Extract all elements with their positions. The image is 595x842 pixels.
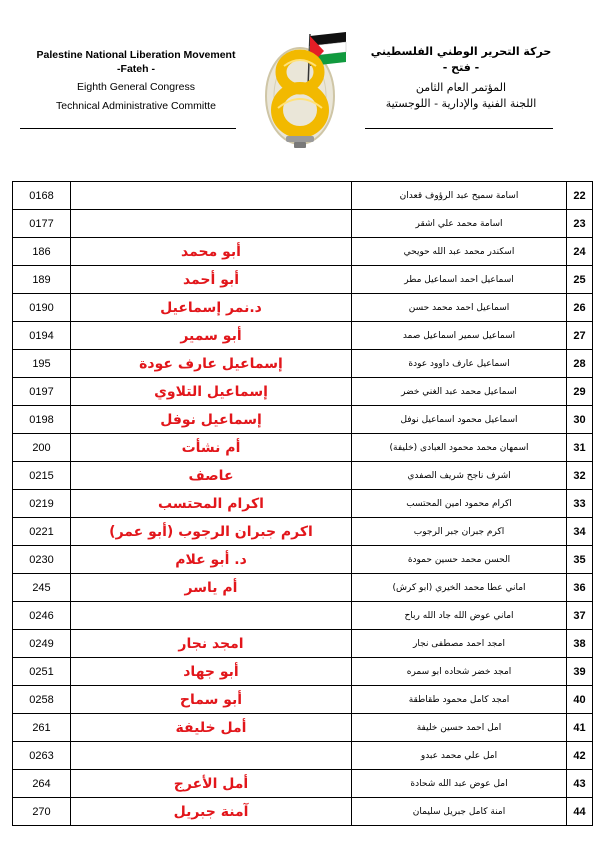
header-divider-left [20, 128, 236, 129]
table-row [13, 294, 593, 322]
member-code-cell: 0190 [13, 294, 71, 322]
member-name-cell: اسماعيل سمير اسماعيل صمد [352, 322, 567, 350]
member-alias-cell: أبو جهاد [71, 658, 352, 686]
row-number-cell: 34 [567, 518, 593, 546]
member-code-cell: 0230 [13, 546, 71, 574]
member-name-cell: اسمهان محمد محمود العبادى (خليفة) [352, 434, 567, 462]
member-alias-cell [71, 742, 352, 770]
row-number-cell: 35 [567, 546, 593, 574]
member-alias-cell: د. أبو علام [71, 546, 352, 574]
member-alias-cell: إسماعيل التلاوي [71, 378, 352, 406]
row-number-cell: 40 [567, 686, 593, 714]
member-alias-cell: أبو محمد [71, 238, 352, 266]
header-congress-ar: المؤتمر العام الثامن [415, 81, 507, 94]
member-code-cell: 0194 [13, 322, 71, 350]
member-alias-cell: آمنة جبريل [71, 798, 352, 826]
member-name-cell: اسماعيل محمود اسماعيل نوفل [352, 406, 567, 434]
table-row [13, 574, 593, 602]
member-code-cell: 0197 [13, 378, 71, 406]
member-code-cell: 195 [13, 350, 71, 378]
member-alias-cell: د.نمر إسماعيل [71, 294, 352, 322]
header-right-arabic [356, 44, 566, 112]
table-row [13, 742, 593, 770]
member-code-cell: 0198 [13, 406, 71, 434]
table-row [13, 546, 593, 574]
member-name-cell: اماني عوض الله جاد الله رباح [352, 602, 567, 630]
member-name-cell: اسماعيل احمد محمد حسن [352, 294, 567, 322]
member-name-cell: امجد خضر شحاده ابو سمره [352, 658, 567, 686]
member-alias-cell: أمل خليفة [71, 714, 352, 742]
member-name-cell: امل احمد حسين خليفة [352, 714, 567, 742]
row-number-cell: 39 [567, 658, 593, 686]
member-name-cell: امل عوض عبد الله شحادة [352, 770, 567, 798]
table-row [13, 322, 593, 350]
table-row [13, 406, 593, 434]
member-alias-cell [71, 210, 352, 238]
members-table [12, 181, 593, 826]
member-alias-cell: أمل الأعرج [71, 770, 352, 798]
row-number-cell: 37 [567, 602, 593, 630]
table-row [13, 266, 593, 294]
member-name-cell: اسماعيل محمد عبد الغني خضر [352, 378, 567, 406]
header-committee-en: Technical Administrative Committe [56, 99, 216, 112]
member-name-cell: اماني عطا محمد الخيري (ابو كرش) [352, 574, 567, 602]
table-row [13, 714, 593, 742]
member-code-cell: 0215 [13, 462, 71, 490]
member-alias-cell: عاصف [71, 462, 352, 490]
member-alias-cell: أم ياسر [71, 574, 352, 602]
member-alias-cell: اكرم جبران الرجوب (أبو عمر) [71, 518, 352, 546]
row-number-cell: 27 [567, 322, 593, 350]
header-org-short-en: -Fateh - [117, 62, 155, 75]
member-name-cell: امجد احمد مصطفى نجار [352, 630, 567, 658]
row-number-cell: 41 [567, 714, 593, 742]
row-number-cell: 29 [567, 378, 593, 406]
member-code-cell: 0168 [13, 182, 71, 210]
row-number-cell: 44 [567, 798, 593, 826]
member-alias-cell: أبو سمير [71, 322, 352, 350]
row-number-cell: 36 [567, 574, 593, 602]
member-code-cell: 264 [13, 770, 71, 798]
member-name-cell: اسامة محمد علي اشقر [352, 210, 567, 238]
header-divider-right [365, 128, 553, 129]
member-name-cell: اسامة سميح عبد الرؤوف قعدان [352, 182, 567, 210]
member-name-cell: الحسن محمد حسين حمودة [352, 546, 567, 574]
table-row [13, 182, 593, 210]
member-alias-cell: إسماعيل نوفل [71, 406, 352, 434]
member-code-cell: 245 [13, 574, 71, 602]
header-org-name-en: Palestine National Liberation Movement [36, 49, 236, 61]
row-number-cell: 26 [567, 294, 593, 322]
member-name-cell: امجد كامل محمود طقاطقة [352, 686, 567, 714]
member-name-cell: اشرف ناجح شريف الصفدي [352, 462, 567, 490]
member-alias-cell: أبو سماح [71, 686, 352, 714]
congress-logo-icon [248, 24, 352, 152]
table-row [13, 798, 593, 826]
member-name-cell: اكرام محمود امين المحتسب [352, 490, 567, 518]
member-alias-cell: إسماعيل عارف عودة [71, 350, 352, 378]
table-row [13, 770, 593, 798]
row-number-cell: 24 [567, 238, 593, 266]
header-left-english [28, 49, 244, 113]
member-code-cell: 270 [13, 798, 71, 826]
table-row [13, 434, 593, 462]
table-row [13, 490, 593, 518]
table-row [13, 686, 593, 714]
table-row [13, 658, 593, 686]
member-code-cell: 189 [13, 266, 71, 294]
member-code-cell: 186 [13, 238, 71, 266]
member-name-cell: اكرم جبران جبر الرجوب [352, 518, 567, 546]
table-row [13, 518, 593, 546]
member-code-cell: 0221 [13, 518, 71, 546]
row-number-cell: 23 [567, 210, 593, 238]
table-row [13, 378, 593, 406]
header-congress-en: Eighth General Congress [77, 81, 195, 93]
members-table-body [13, 182, 593, 826]
member-alias-cell [71, 602, 352, 630]
member-code-cell: 0177 [13, 210, 71, 238]
header-org-name-ar: حركة التحرير الوطني الفلسطيني [370, 45, 552, 58]
table-row [13, 350, 593, 378]
member-alias-cell [71, 182, 352, 210]
row-number-cell: 42 [567, 742, 593, 770]
table-row [13, 210, 593, 238]
row-number-cell: 28 [567, 350, 593, 378]
row-number-cell: 38 [567, 630, 593, 658]
member-code-cell: 0263 [13, 742, 71, 770]
header-org-short-ar: - فتح - [442, 61, 480, 74]
member-name-cell: اسماعيل احمد اسماعيل مطر [352, 266, 567, 294]
row-number-cell: 43 [567, 770, 593, 798]
member-alias-cell: امجد نجار [71, 630, 352, 658]
member-alias-cell: أبو أحمد [71, 266, 352, 294]
row-number-cell: 25 [567, 266, 593, 294]
row-number-cell: 32 [567, 462, 593, 490]
member-code-cell: 0246 [13, 602, 71, 630]
member-code-cell: 0249 [13, 630, 71, 658]
member-name-cell: اسماعيل عارف داوود عودة [352, 350, 567, 378]
member-name-cell: امنة كامل جبريل سليمان [352, 798, 567, 826]
member-code-cell: 200 [13, 434, 71, 462]
table-row [13, 630, 593, 658]
table-row [13, 462, 593, 490]
header-committee-ar: اللجنة الفنية والإدارية - اللوجستية [385, 97, 537, 110]
row-number-cell: 30 [567, 406, 593, 434]
member-name-cell: امل علي محمد عبدو [352, 742, 567, 770]
member-name-cell: اسكندر محمد عبد الله حويحي [352, 238, 567, 266]
row-number-cell: 33 [567, 490, 593, 518]
member-alias-cell: أم نشأت [71, 434, 352, 462]
member-code-cell: 0219 [13, 490, 71, 518]
table-row [13, 238, 593, 266]
member-code-cell: 0251 [13, 658, 71, 686]
row-number-cell: 31 [567, 434, 593, 462]
table-row [13, 602, 593, 630]
member-alias-cell: اكرام المحتسب [71, 490, 352, 518]
member-code-cell: 0258 [13, 686, 71, 714]
member-code-cell: 261 [13, 714, 71, 742]
row-number-cell: 22 [567, 182, 593, 210]
